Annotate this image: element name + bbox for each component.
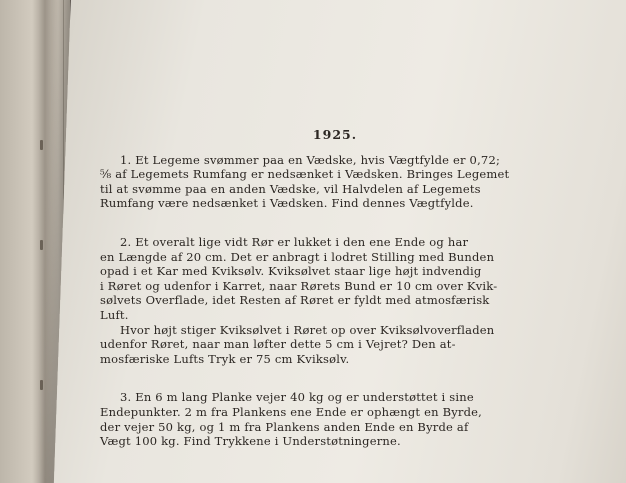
text-line: Hvor højt stiger Kviksølvet i Røret op over Kviksølvoverfladen [120, 322, 495, 337]
problem-1 [100, 153, 570, 211]
text-line: i Røret og udenfor i Karret, naar Rørets Bund er 10 cm over Kvik- [100, 278, 498, 293]
text-line: Endepunkter. 2 m fra Plankens ene Ende er ophængt en Byrde, [100, 404, 483, 419]
binding-stitch [40, 140, 43, 150]
text-line: sølvets Overflade, idet Resten af Røret er fyldt med atmosfærisk [100, 293, 490, 308]
text-line: til at svømme paa en anden Vædske, vil Halvdelen af Legemets [100, 181, 481, 196]
problem-3 [100, 390, 570, 448]
text-line: mosfæriske Lufts Tryk er 75 cm Kviksølv. [100, 351, 350, 366]
text-line: udenfor Røret, naar man løfter dette 5 cm i Vejret? Den at- [100, 337, 456, 352]
binding-stitch [40, 240, 43, 250]
text-line: 1. Et Legeme svømmer paa en Vædske, hvis Vægtfylde er 0,72; [120, 152, 501, 167]
text-line: Vægt 100 kg. Find Trykkene i Understøtningerne. [100, 434, 401, 449]
text-line: en Længde af 20 cm. Det er anbragt i lodret Stilling med Bunden [100, 249, 495, 264]
text-line: Luft. [100, 307, 129, 322]
text-line: der vejer 50 kg, og 1 m fra Plankens anden Ende en Byrde af [100, 419, 469, 434]
page-text [100, 128, 570, 449]
book-gutter [32, 0, 58, 483]
text-line: opad i et Kar med Kviksølv. Kviksølvet staar lige højt indvendig [100, 264, 482, 279]
text-line: 2. Et overalt lige vidt Rør er lukket i den ene Ende og har [120, 234, 469, 249]
binding-stitch [40, 380, 43, 390]
problem-2 [100, 235, 570, 366]
text-line: 3. En 6 m lang Planke vejer 40 kg og er understøttet i sine [120, 390, 474, 405]
text-line: ⅝ af Legemets Rumfang er nedsænket i Vædsken. Bringes Legemet [100, 167, 510, 182]
page-title: 1925. [312, 127, 358, 142]
text-line: Rumfang være nedsænket i Vædsken. Find dennes Vægtfylde. [100, 196, 474, 211]
